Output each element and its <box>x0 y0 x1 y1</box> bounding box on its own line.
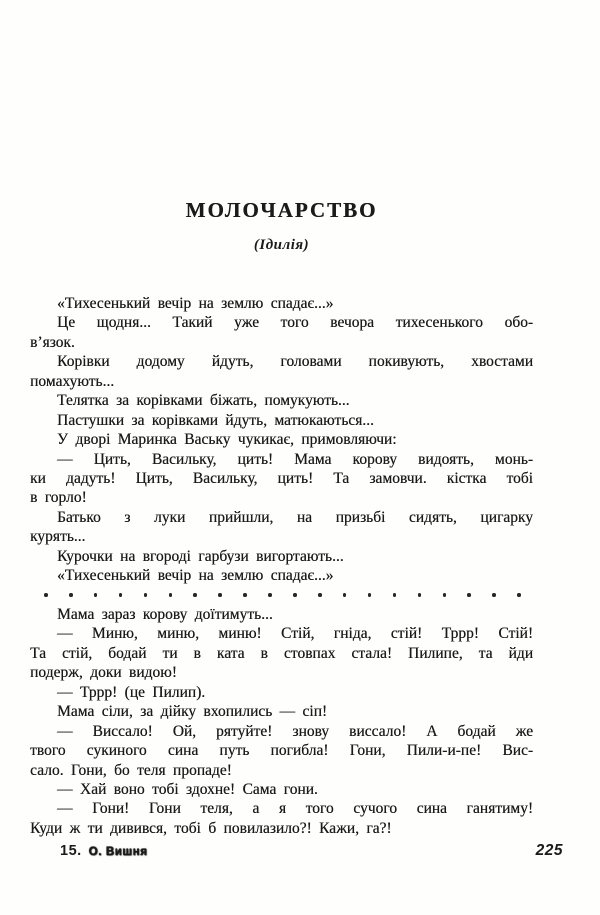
text-line: — Миню, миню, миню! Стій, гніда, стій! Тррр! Стій! <box>57 625 533 643</box>
dot-icon <box>94 593 98 597</box>
text-line: твого сукиного сина путь погибла! Гони, Пили-и-пе! Вис- <box>30 742 533 760</box>
text-line: — Цить, Васильку, цить! Мама корову видоять, монь- <box>57 450 533 468</box>
dotted-separator <box>30 586 533 605</box>
text-line: — Гони! Гони теля, а я того сучого сина ганятиму! <box>57 800 533 818</box>
dot-icon <box>144 593 148 597</box>
text-line: У дворі Маринка Ваську чукикає, примовляючи: <box>57 431 397 449</box>
dot-icon <box>119 593 123 597</box>
page-body-text <box>30 294 533 838</box>
text-line: Телятка за корівками біжать, помукують... <box>57 392 350 410</box>
text-line: Пастушки за корівками йдуть, матюкаються... <box>57 411 374 429</box>
text-line: Корівки додому йдуть, головами покивують, хвостами <box>57 353 533 371</box>
text-line: помахують... <box>30 372 115 390</box>
text-line: Це щодня... Такий уже того вечора тихесенького обо- <box>57 314 533 332</box>
text-line: «Тихесенький вечір на землю спадає...» <box>57 567 334 585</box>
dot-icon <box>492 593 496 597</box>
dot-icon <box>218 593 222 597</box>
dot-icon <box>418 593 422 597</box>
page-number: 225 <box>535 842 563 859</box>
text-block <box>30 0 563 915</box>
dot-icon <box>243 593 247 597</box>
dot-icon <box>443 593 447 597</box>
text-line: — Хай воно тобі здохне! Сама гони. <box>57 780 318 798</box>
page-subtitle: (Ідилія) <box>253 237 310 253</box>
text-line: Курочки на вгороді гарбузи вигортають... <box>57 547 344 565</box>
text-line: Мама сіли, за дійку вхопились — сіп! <box>57 703 328 721</box>
text-line: подерж, доки видою! <box>30 664 177 682</box>
dot-icon <box>517 593 521 597</box>
dot-icon <box>44 593 48 597</box>
text-line: сало. Гони, бо теля пропаде! <box>30 761 232 779</box>
dot-icon <box>169 593 173 597</box>
signature-number: 15. <box>60 843 82 859</box>
text-line: Мама зараз корову доїтимуть... <box>57 606 273 623</box>
text-line: Та стій, бодай ти в ката в стовпах стала! Пилипе, та йди <box>30 644 533 662</box>
dot-icon <box>268 593 272 597</box>
text-line: — Тррр! (це Пилип). <box>57 683 206 701</box>
printer-signature <box>60 843 147 859</box>
signature-author: О. Вишня <box>88 846 148 858</box>
dot-icon <box>393 593 397 597</box>
text-line: Куди ж ти дивився, тобі б повилазило?! Кажи, га?! <box>30 819 392 837</box>
text-line: Батько з луки прийшли, на призьбі сидять, цигарку <box>57 508 533 526</box>
dot-icon <box>69 593 73 597</box>
text-line: в’язок. <box>30 333 75 351</box>
page-title: МОЛОЧАРСТВО <box>185 198 378 222</box>
text-line: в горло! <box>30 489 87 507</box>
dot-icon <box>293 593 297 597</box>
dot-icon <box>343 593 347 597</box>
page-footer <box>60 842 563 860</box>
text-line: «Тихесенький вечір на землю спадає...» <box>57 295 334 312</box>
dot-icon <box>193 593 197 597</box>
text-line: курять... <box>30 528 86 546</box>
dot-icon <box>467 593 471 597</box>
text-line: ки дадуть! Цить, Васильку, цить! Та замовчи. кістка тобі <box>30 469 533 487</box>
text-line: — Виссало! Ой, рятуйте! знову виссало! А бодай же <box>57 722 533 740</box>
dot-icon <box>368 593 372 597</box>
dot-icon <box>318 593 322 597</box>
